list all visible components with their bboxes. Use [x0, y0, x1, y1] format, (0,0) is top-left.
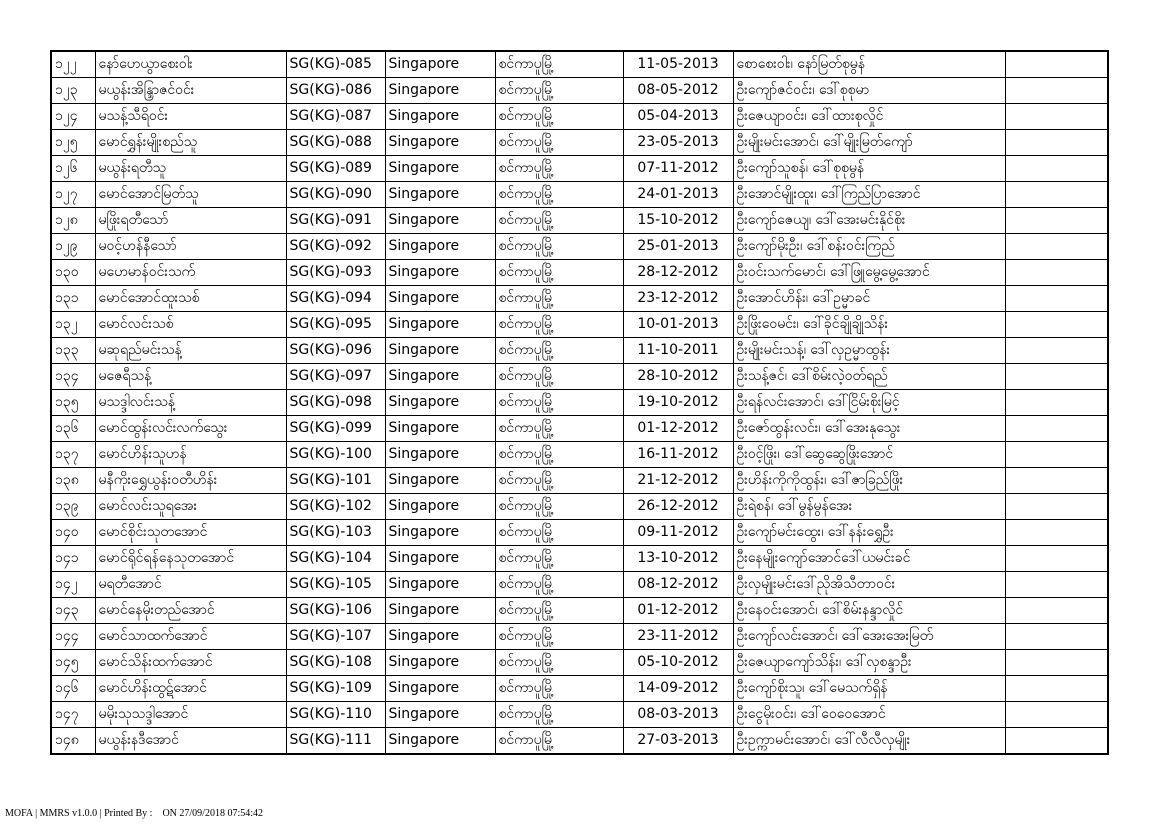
remark-cell	[1005, 104, 1108, 130]
parents-names-cell: ဦးကျော်မင်းထွေး၊ ဒေါ်နန်းရွှေဦး	[733, 520, 1005, 546]
row-number-cell: ၁၄၀	[51, 520, 95, 546]
remark-cell	[1005, 156, 1108, 182]
remark-cell	[1005, 728, 1108, 755]
city-myanmar-cell: စင်ကာပူမြို့	[495, 520, 623, 546]
country-english-cell: Singapore	[385, 156, 495, 182]
child-name-cell: မောင်သာထက်အောင်	[95, 624, 286, 650]
birth-date-cell: 23-05-2013	[623, 130, 733, 156]
child-name-cell: နော်ဟေယွာစေးဝါး	[95, 51, 286, 78]
country-english-cell: Singapore	[385, 520, 495, 546]
birth-date-cell: 11-05-2013	[623, 51, 733, 78]
remark-cell	[1005, 468, 1108, 494]
child-name-cell: မောင်လင်းသူရအေး	[95, 494, 286, 520]
birth-date-cell: 21-12-2012	[623, 468, 733, 494]
remark-cell	[1005, 390, 1108, 416]
birth-date-cell: 13-10-2012	[623, 546, 733, 572]
birth-date-cell: 27-03-2013	[623, 728, 733, 755]
registration-code-cell: SG(KG)-093	[286, 260, 385, 286]
country-english-cell: Singapore	[385, 442, 495, 468]
parents-names-cell: ဦးမျိုးမင်းသန့်၊ ဒေါ်လှဥမ္မာထွန်း	[733, 338, 1005, 364]
city-myanmar-cell: စင်ကာပူမြို့	[495, 676, 623, 702]
birth-date-cell: 26-12-2012	[623, 494, 733, 520]
city-myanmar-cell: စင်ကာပူမြို့	[495, 650, 623, 676]
country-english-cell: Singapore	[385, 676, 495, 702]
city-myanmar-cell: စင်ကာပူမြို့	[495, 598, 623, 624]
registration-code-cell: SG(KG)-108	[286, 650, 385, 676]
birth-date-cell: 14-09-2012	[623, 676, 733, 702]
table-row	[51, 468, 1108, 494]
table-row	[51, 104, 1108, 130]
registration-table	[50, 50, 1109, 755]
parents-names-cell: ဦးဇေယျာဝင်း၊ ဒေါ်ထားစုလှိုင်	[733, 104, 1005, 130]
table-row	[51, 208, 1108, 234]
row-number-cell: ၁၂၃	[51, 78, 95, 104]
remark-cell	[1005, 416, 1108, 442]
birth-date-cell: 08-05-2012	[623, 78, 733, 104]
registration-code-cell: SG(KG)-103	[286, 520, 385, 546]
child-name-cell: မသဒ္ဒါလင်းသန့်	[95, 390, 286, 416]
child-name-cell: မယွန်းနဒီအောင်	[95, 728, 286, 755]
row-number-cell: ၁၄၅	[51, 650, 95, 676]
city-myanmar-cell: စင်ကာပူမြို့	[495, 468, 623, 494]
table-row	[51, 78, 1108, 104]
parents-names-cell: ဦးဟိန်းကိုကိုထွန်း၊ ဒေါ်ဇာခြည်ဖြိုး	[733, 468, 1005, 494]
registration-code-cell: SG(KG)-091	[286, 208, 385, 234]
table-row	[51, 286, 1108, 312]
table-row	[51, 260, 1108, 286]
birth-date-cell: 19-10-2012	[623, 390, 733, 416]
child-name-cell: မယွန်းအိန္ဒြာဇင်ဝင်း	[95, 78, 286, 104]
parents-names-cell: ဦးဇေယျာကျော်သိန်း၊ ဒေါ်လှစန္ဒာဦး	[733, 650, 1005, 676]
remark-cell	[1005, 650, 1108, 676]
city-myanmar-cell: စင်ကာပူမြို့	[495, 51, 623, 78]
parents-names-cell: ဦးနေဝင်းအောင်၊ ဒေါ်စိမ်းနန္ဒာလှိုင်	[733, 598, 1005, 624]
parents-names-cell: ဦးငွေမိုးဝင်း၊ ဒေါ်ဝေဝေအောင်	[733, 702, 1005, 728]
row-number-cell: ၁၄၂	[51, 572, 95, 598]
row-number-cell: ၁၄၃	[51, 598, 95, 624]
registration-code-cell: SG(KG)-105	[286, 572, 385, 598]
row-number-cell: ၁၃၂	[51, 312, 95, 338]
table-row	[51, 702, 1108, 728]
remark-cell	[1005, 364, 1108, 390]
table-row	[51, 234, 1108, 260]
registration-code-cell: SG(KG)-086	[286, 78, 385, 104]
table-row	[51, 51, 1108, 78]
child-name-cell: မောင်အောင်ထူးသစ်	[95, 286, 286, 312]
city-myanmar-cell: စင်ကာပူမြို့	[495, 364, 623, 390]
row-number-cell: ၁၃၅	[51, 390, 95, 416]
birth-date-cell: 05-04-2013	[623, 104, 733, 130]
registration-code-cell: SG(KG)-094	[286, 286, 385, 312]
parents-names-cell: ဦးကျော်ဇေယျ၊ ဒေါ်အေးမင်းနိုင်စိုး	[733, 208, 1005, 234]
country-english-cell: Singapore	[385, 598, 495, 624]
row-number-cell: ၁၄၆	[51, 676, 95, 702]
city-myanmar-cell: စင်ကာပူမြို့	[495, 338, 623, 364]
remark-cell	[1005, 78, 1108, 104]
row-number-cell: ၁၂၅	[51, 130, 95, 156]
remark-cell	[1005, 338, 1108, 364]
table-row	[51, 416, 1108, 442]
city-myanmar-cell: စင်ကာပူမြို့	[495, 702, 623, 728]
table-row	[51, 364, 1108, 390]
city-myanmar-cell: စင်ကာပူမြို့	[495, 78, 623, 104]
country-english-cell: Singapore	[385, 364, 495, 390]
child-name-cell: မဝင့်ဟန်နီသော်	[95, 234, 286, 260]
table-row	[51, 624, 1108, 650]
table-row	[51, 520, 1108, 546]
row-number-cell: ၁၂၂	[51, 51, 95, 78]
table-body	[51, 51, 1108, 754]
birth-date-cell: 16-11-2012	[623, 442, 733, 468]
birth-date-cell: 15-10-2012	[623, 208, 733, 234]
table-row	[51, 130, 1108, 156]
city-myanmar-cell: စင်ကာပူမြို့	[495, 182, 623, 208]
child-name-cell: မရတီအောင်	[95, 572, 286, 598]
country-english-cell: Singapore	[385, 546, 495, 572]
registration-code-cell: SG(KG)-100	[286, 442, 385, 468]
city-myanmar-cell: စင်ကာပူမြို့	[495, 572, 623, 598]
country-english-cell: Singapore	[385, 104, 495, 130]
birth-date-cell: 08-03-2013	[623, 702, 733, 728]
city-myanmar-cell: စင်ကာပူမြို့	[495, 156, 623, 182]
registration-code-cell: SG(KG)-098	[286, 390, 385, 416]
birth-date-cell: 01-12-2012	[623, 598, 733, 624]
remark-cell	[1005, 234, 1108, 260]
country-english-cell: Singapore	[385, 416, 495, 442]
row-number-cell: ၁၃၈	[51, 468, 95, 494]
row-number-cell: ၁၂၉	[51, 234, 95, 260]
remark-cell	[1005, 208, 1108, 234]
parents-names-cell: စောစေးဝါး၊ နော်မြတ်စုမွန်	[733, 51, 1005, 78]
registration-code-cell: SG(KG)-104	[286, 546, 385, 572]
remark-cell	[1005, 286, 1108, 312]
country-english-cell: Singapore	[385, 78, 495, 104]
child-name-cell: မောင်နေမိုးတည်အောင်	[95, 598, 286, 624]
child-name-cell: မဖြိုးရတီသော်	[95, 208, 286, 234]
country-english-cell: Singapore	[385, 312, 495, 338]
remark-cell	[1005, 598, 1108, 624]
remark-cell	[1005, 182, 1108, 208]
parents-names-cell: ဦးသန့်ဇင်၊ ဒေါ်စိမ်းလဲ့ဝတ်ရည်	[733, 364, 1005, 390]
row-number-cell: ၁၃၀	[51, 260, 95, 286]
child-name-cell: မောင်ရိုင်ရန်နေသုတအောင်	[95, 546, 286, 572]
remark-cell	[1005, 572, 1108, 598]
parents-names-cell: ဦးလှမျိုးမင်းဒေါ်ညိုအိသီတာဝင်း	[733, 572, 1005, 598]
parents-names-cell: ဦးအောင်ဟိန်း၊ ဒေါ်ဥမ္မာခင်	[733, 286, 1005, 312]
child-name-cell: မောင်ထွန်းလင်းလက်သွေး	[95, 416, 286, 442]
table-row	[51, 156, 1108, 182]
city-myanmar-cell: စင်ကာပူမြို့	[495, 494, 623, 520]
table-row	[51, 572, 1108, 598]
city-myanmar-cell: စင်ကာပူမြို့	[495, 546, 623, 572]
row-number-cell: ၁၄၁	[51, 546, 95, 572]
country-english-cell: Singapore	[385, 390, 495, 416]
remark-cell	[1005, 442, 1108, 468]
city-myanmar-cell: စင်ကာပူမြို့	[495, 312, 623, 338]
city-myanmar-cell: စင်ကာပူမြို့	[495, 728, 623, 755]
table-row	[51, 338, 1108, 364]
country-english-cell: Singapore	[385, 51, 495, 78]
child-name-cell: မဇေရီသန့်	[95, 364, 286, 390]
country-english-cell: Singapore	[385, 130, 495, 156]
country-english-cell: Singapore	[385, 182, 495, 208]
parents-names-cell: ဦးအောင်မျိုးထူး၊ ဒေါ်ကြည်ပြာအောင်	[733, 182, 1005, 208]
birth-date-cell: 23-11-2012	[623, 624, 733, 650]
country-english-cell: Singapore	[385, 572, 495, 598]
table-row	[51, 650, 1108, 676]
birth-date-cell: 08-12-2012	[623, 572, 733, 598]
city-myanmar-cell: စင်ကာပူမြို့	[495, 130, 623, 156]
child-name-cell: မောင်ဟိန်းသူဟန်	[95, 442, 286, 468]
row-number-cell: ၁၃၇	[51, 442, 95, 468]
city-myanmar-cell: စင်ကာပူမြို့	[495, 208, 623, 234]
registration-code-cell: SG(KG)-097	[286, 364, 385, 390]
country-english-cell: Singapore	[385, 338, 495, 364]
row-number-cell: ၁၄၈	[51, 728, 95, 755]
print-footer: MOFA | MMRS v1.0.0 | Printed By : ON 27/09/2018 07:54:42	[5, 808, 264, 819]
remark-cell	[1005, 494, 1108, 520]
remark-cell	[1005, 546, 1108, 572]
registration-code-cell: SG(KG)-109	[286, 676, 385, 702]
birth-date-cell: 25-01-2013	[623, 234, 733, 260]
birth-date-cell: 28-12-2012	[623, 260, 733, 286]
parents-names-cell: ဦးမျိုးမင်းအောင်၊ ဒေါ်မျိုးမြတ်ကျော်	[733, 130, 1005, 156]
table-row	[51, 676, 1108, 702]
birth-date-cell: 24-01-2013	[623, 182, 733, 208]
remark-cell	[1005, 520, 1108, 546]
child-name-cell: မမိုးသုသဒ္ဒါအောင်	[95, 702, 286, 728]
parents-names-cell: ဦးနေမျိုးကျော်အောင်ဒေါ်ယမင်းခင်	[733, 546, 1005, 572]
city-myanmar-cell: စင်ကာပူမြို့	[495, 260, 623, 286]
city-myanmar-cell: စင်ကာပူမြို့	[495, 416, 623, 442]
table-row	[51, 442, 1108, 468]
registration-code-cell: SG(KG)-102	[286, 494, 385, 520]
remark-cell	[1005, 702, 1108, 728]
city-myanmar-cell: စင်ကာပူမြို့	[495, 442, 623, 468]
country-english-cell: Singapore	[385, 650, 495, 676]
registration-code-cell: SG(KG)-096	[286, 338, 385, 364]
child-name-cell: မောင်အောင်မြတ်သူ	[95, 182, 286, 208]
registration-code-cell: SG(KG)-099	[286, 416, 385, 442]
city-myanmar-cell: စင်ကာပူမြို့	[495, 286, 623, 312]
table-row	[51, 546, 1108, 572]
registration-code-cell: SG(KG)-106	[286, 598, 385, 624]
child-name-cell: မောင်သိန်းထက်အောင်	[95, 650, 286, 676]
country-english-cell: Singapore	[385, 624, 495, 650]
birth-date-cell: 10-01-2013	[623, 312, 733, 338]
city-myanmar-cell: စင်ကာပူမြို့	[495, 104, 623, 130]
child-name-cell: မဆုရည်မင်းသန့်	[95, 338, 286, 364]
row-number-cell: ၁၂၇	[51, 182, 95, 208]
table-row	[51, 390, 1108, 416]
parents-names-cell: ဦးကျော်မိုးဦး၊ ဒေါ်စန်းဝင်းကြည်	[733, 234, 1005, 260]
parents-names-cell: ဦးကျော်ဇင်ဝင်း၊ ဒေါ်စုစုမာ	[733, 78, 1005, 104]
registration-code-cell: SG(KG)-089	[286, 156, 385, 182]
country-english-cell: Singapore	[385, 494, 495, 520]
child-name-cell: မောင်ဟိန်းထွဋ်အောင်	[95, 676, 286, 702]
child-name-cell: မနီကိုးရွှေယွန်းဝတီဟိန်း	[95, 468, 286, 494]
country-english-cell: Singapore	[385, 728, 495, 755]
birth-date-cell: 09-11-2012	[623, 520, 733, 546]
city-myanmar-cell: စင်ကာပူမြို့	[495, 390, 623, 416]
parents-names-cell: ဦးကျော်လင်းအောင်၊ ဒေါ်အေးအေးမြတ်	[733, 624, 1005, 650]
city-myanmar-cell: စင်ကာပူမြို့	[495, 234, 623, 260]
child-name-cell: မယွန်းရတီသူ	[95, 156, 286, 182]
table-row	[51, 312, 1108, 338]
country-english-cell: Singapore	[385, 234, 495, 260]
parents-names-cell: ဦးဝင့်ဖြိုး၊ ဒေါ်ဆွေဆွေဖြိုးအောင်	[733, 442, 1005, 468]
country-english-cell: Singapore	[385, 702, 495, 728]
registration-code-cell: SG(KG)-085	[286, 51, 385, 78]
remark-cell	[1005, 312, 1108, 338]
registration-code-cell: SG(KG)-087	[286, 104, 385, 130]
parents-names-cell: ဦးဥက္ကာမင်းအောင်၊ ဒေါ်လီလီလှမျိုး	[733, 728, 1005, 755]
city-myanmar-cell: စင်ကာပူမြို့	[495, 624, 623, 650]
child-name-cell: မောင်စိုင်းသုတအောင်	[95, 520, 286, 546]
parents-names-cell: ဦးကျော်သူစန်၊ ဒေါ်စုစုမွန်	[733, 156, 1005, 182]
parents-names-cell: ဦးရဲစန်၊ ဒေါ်မွန်မွန်အေး	[733, 494, 1005, 520]
registration-code-cell: SG(KG)-090	[286, 182, 385, 208]
parents-names-cell: ဦးကျော်စိုးသူ၊ ဒေါ်မေသက်ရှိန်	[733, 676, 1005, 702]
birth-date-cell: 05-10-2012	[623, 650, 733, 676]
parents-names-cell: ဦးဇော်ထွန်းလင်း၊ ဒေါ်အေးနုသွေး	[733, 416, 1005, 442]
row-number-cell: ၁၃၁	[51, 286, 95, 312]
country-english-cell: Singapore	[385, 468, 495, 494]
registration-code-cell: SG(KG)-092	[286, 234, 385, 260]
remark-cell	[1005, 260, 1108, 286]
row-number-cell: ၁၃၆	[51, 416, 95, 442]
registration-code-cell: SG(KG)-088	[286, 130, 385, 156]
country-english-cell: Singapore	[385, 208, 495, 234]
country-english-cell: Singapore	[385, 260, 495, 286]
row-number-cell: ၁၃၃	[51, 338, 95, 364]
remark-cell	[1005, 130, 1108, 156]
child-name-cell: မောင်ရွှန်းမျိုးစည်သူ	[95, 130, 286, 156]
table-row	[51, 182, 1108, 208]
child-name-cell: မောင်လင်းသစ်	[95, 312, 286, 338]
table-row	[51, 494, 1108, 520]
parents-names-cell: ဦးဝင်းသက်မောင်၊ ဒေါ်ဖြူမွေ့မွေ့အောင်	[733, 260, 1005, 286]
birth-date-cell: 01-12-2012	[623, 416, 733, 442]
table-row	[51, 598, 1108, 624]
remark-cell	[1005, 676, 1108, 702]
row-number-cell: ၁၃၄	[51, 364, 95, 390]
birth-date-cell: 23-12-2012	[623, 286, 733, 312]
registration-code-cell: SG(KG)-110	[286, 702, 385, 728]
row-number-cell: ၁၄၄	[51, 624, 95, 650]
child-name-cell: မသန့်သီရိဝင်း	[95, 104, 286, 130]
remark-cell	[1005, 51, 1108, 78]
remark-cell	[1005, 624, 1108, 650]
registration-code-cell: SG(KG)-101	[286, 468, 385, 494]
parents-names-cell: ဦးဖြိုးဝေမင်း၊ ဒေါ်ခိုင်ချိုချိုသိန်း	[733, 312, 1005, 338]
birth-date-cell: 28-10-2012	[623, 364, 733, 390]
registration-code-cell: SG(KG)-107	[286, 624, 385, 650]
row-number-cell: ၁၂၄	[51, 104, 95, 130]
parents-names-cell: ဦးရန်လင်းအောင်၊ ဒေါ်ငြိမ်းစိုးမြင့်	[733, 390, 1005, 416]
child-name-cell: မဟေမာန်ဝင်းသက်	[95, 260, 286, 286]
table-row	[51, 728, 1108, 755]
registration-code-cell: SG(KG)-111	[286, 728, 385, 755]
registration-code-cell: SG(KG)-095	[286, 312, 385, 338]
row-number-cell: ၁၃၉	[51, 494, 95, 520]
birth-date-cell: 11-10-2011	[623, 338, 733, 364]
row-number-cell: ၁၂၆	[51, 156, 95, 182]
country-english-cell: Singapore	[385, 286, 495, 312]
row-number-cell: ၁၂၈	[51, 208, 95, 234]
row-number-cell: ၁၄၇	[51, 702, 95, 728]
birth-date-cell: 07-11-2012	[623, 156, 733, 182]
